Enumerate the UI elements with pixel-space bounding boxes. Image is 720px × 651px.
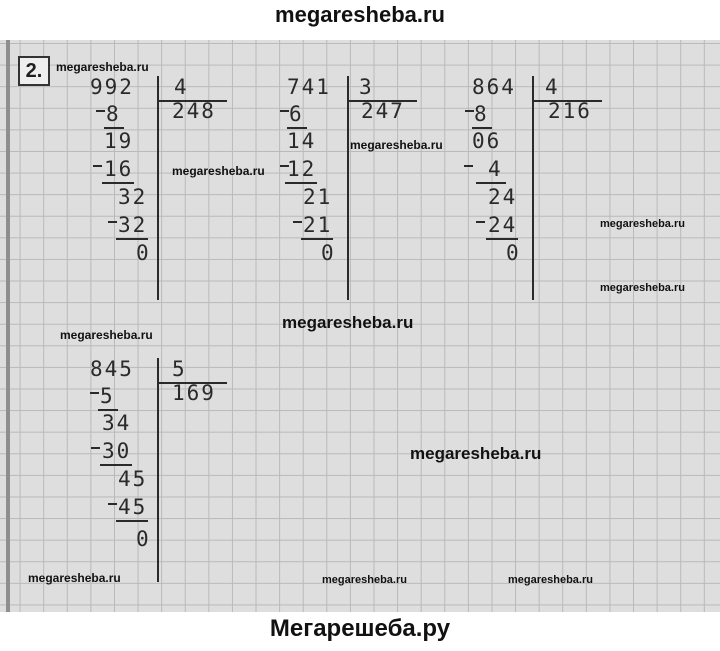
subtrahend: 16 xyxy=(104,157,134,181)
minus-sign xyxy=(108,221,117,223)
watermark: megaresheba.ru xyxy=(350,138,443,152)
watermark: megaresheba.ru xyxy=(600,282,685,294)
subtrahend: 32 xyxy=(118,213,148,237)
watermark: megaresheba.ru xyxy=(410,444,542,463)
watermark: megaresheba.ru xyxy=(172,164,265,178)
step-underline xyxy=(285,182,317,184)
division-3 xyxy=(470,76,620,346)
remainder: 0 xyxy=(136,527,151,551)
remainder: 32 xyxy=(118,185,148,209)
step-underline xyxy=(116,238,148,240)
watermark: megaresheba.ru xyxy=(282,313,414,332)
dividend: 864 xyxy=(472,75,516,99)
subtrahend: 30 xyxy=(102,439,132,463)
minus-sign xyxy=(90,392,99,394)
quotient: 248 xyxy=(172,99,216,123)
divisor: 4 xyxy=(174,75,189,99)
minus-sign xyxy=(465,110,474,112)
step-underline xyxy=(100,464,132,466)
dividend: 741 xyxy=(287,75,331,99)
remainder: 0 xyxy=(506,241,521,265)
step-underline xyxy=(476,182,506,184)
division-bar xyxy=(157,76,159,300)
watermark: megaresheba.ru xyxy=(60,328,153,342)
divisor: 4 xyxy=(545,75,560,99)
step-underline xyxy=(486,238,518,240)
division-1 xyxy=(88,76,238,346)
watermark: megaresheba.ru xyxy=(28,571,121,585)
minus-sign xyxy=(464,165,473,167)
minus-sign xyxy=(280,110,289,112)
subtrahend: 12 xyxy=(287,157,317,181)
quotient: 169 xyxy=(172,381,216,405)
watermark: megaresheba.ru xyxy=(56,60,149,74)
quotient: 216 xyxy=(548,99,592,123)
notebook-page xyxy=(0,40,720,612)
division-bar xyxy=(532,76,534,300)
remainder: 0 xyxy=(321,241,336,265)
remainder: 19 xyxy=(104,129,134,153)
remainder: 0 xyxy=(136,241,151,265)
minus-sign xyxy=(108,503,117,505)
minus-sign xyxy=(93,165,102,167)
division-4 xyxy=(88,358,238,598)
step-underline xyxy=(102,182,134,184)
remainder: 21 xyxy=(303,185,333,209)
subtrahend: 8 xyxy=(106,102,121,126)
remainder: 24 xyxy=(488,185,518,209)
subtrahend: 4 xyxy=(488,157,503,181)
page-margin-line xyxy=(6,40,10,612)
minus-sign xyxy=(476,221,485,223)
site-header: megaresheba.ru xyxy=(275,2,445,27)
dividend: 845 xyxy=(90,357,134,381)
step-underline xyxy=(301,238,333,240)
remainder: 06 xyxy=(472,129,502,153)
dividend: 992 xyxy=(90,75,134,99)
minus-sign xyxy=(91,447,100,449)
divisor: 5 xyxy=(172,357,187,381)
division-bar xyxy=(347,76,349,300)
watermark: megaresheba.ru xyxy=(600,218,685,230)
step-underline xyxy=(116,520,148,522)
division-bar xyxy=(157,358,159,582)
subtrahend: 21 xyxy=(303,213,333,237)
remainder: 14 xyxy=(287,129,317,153)
remainder: 45 xyxy=(118,467,148,491)
task-number: 2. xyxy=(18,56,50,86)
watermark: megaresheba.ru xyxy=(322,574,407,586)
remainder: 34 xyxy=(102,411,132,435)
subtrahend: 45 xyxy=(118,495,148,519)
subtrahend: 24 xyxy=(488,213,518,237)
watermark: megaresheba.ru xyxy=(508,574,593,586)
minus-sign xyxy=(96,110,105,112)
subtrahend: 6 xyxy=(289,102,304,126)
divisor: 3 xyxy=(359,75,374,99)
minus-sign xyxy=(293,221,302,223)
division-2 xyxy=(285,76,435,346)
subtrahend: 5 xyxy=(100,384,115,408)
subtrahend: 8 xyxy=(474,102,489,126)
site-footer: Мегарешеба.ру xyxy=(269,615,451,642)
quotient: 247 xyxy=(361,99,405,123)
